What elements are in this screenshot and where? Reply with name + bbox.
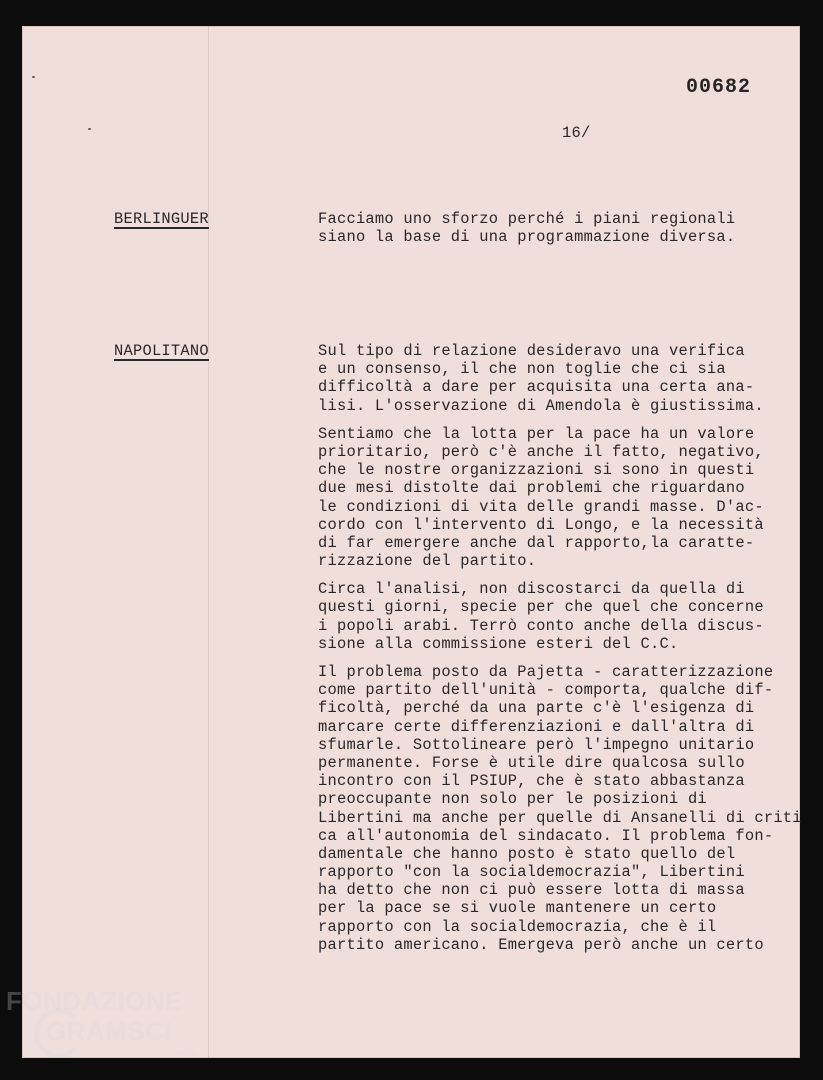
paragraph: [318, 210, 788, 246]
text-line: e un consenso, il che non toglie che ci sia: [318, 360, 726, 379]
watermark-line2: GRAMSCI: [46, 1016, 173, 1046]
text-line: i popoli arabi. Terrò conto anche della discus-: [318, 616, 764, 635]
text-line: damentale che hanno posto è stato quello del: [318, 844, 736, 863]
text-line: ha detto che non ci può essere lotta di massa: [318, 881, 745, 900]
text-line: preoccupante non solo per le posizioni di: [318, 790, 707, 809]
paper-fold-line: [208, 26, 209, 1058]
paragraph: [318, 342, 788, 415]
speaker-napolitano: NAPOLITANO: [114, 342, 209, 360]
page-number: 16/: [562, 124, 591, 142]
watermark-line3: onlus: [176, 1048, 198, 1058]
text-line: ca all'autonomia del sindacato. Il problema fon-: [318, 826, 774, 845]
text-line: Libertini ma anche per quelle di Ansanelli di criti: [318, 808, 802, 827]
archive-code: 00682: [686, 76, 752, 99]
text-line: Sentiamo che la lotta per la pace ha un valore: [318, 424, 755, 443]
text-line: difficoltà a dare per acquisita una certa ana-: [318, 378, 755, 397]
watermark-line1: FONDAZIONE: [6, 986, 183, 1016]
text-line: marcare certe differenziazioni e dall'altra di: [318, 717, 755, 736]
text-line: siano la base di una programmazione diversa.: [318, 228, 736, 247]
text-line: sfumarle. Sottolineare però l'impegno unitario: [318, 735, 755, 754]
text-line: sione alla commissione esteri del C.C.: [318, 634, 679, 653]
speaker-berlinguer: BERLINGUER: [114, 210, 209, 228]
text-line: Sul tipo di relazione desideravo una verifica: [318, 342, 745, 360]
text-line: partito americano. Emergeva però anche un certo: [318, 935, 764, 954]
text-line: due mesi distolte dai problemi che riguardano: [318, 479, 745, 498]
paper-speck: [32, 76, 35, 78]
fondazione-gramsci-watermark: [6, 986, 206, 1076]
paper-speck: [88, 128, 91, 130]
text-line: come partito dell'unità - comporta, qualche dif-: [318, 681, 774, 700]
text-line: permanente. Forse è utile dire qualcosa sullo: [318, 753, 745, 772]
text-line: questi giorni, specie per che quel che concerne: [318, 598, 764, 617]
paragraph: [318, 663, 802, 954]
speech-berlinguer: [318, 210, 788, 256]
text-line: lisi. L'osservazione di Amendola è giustissima.: [318, 396, 764, 415]
text-line: prioritario, però c'è anche il fatto, negativo,: [318, 442, 764, 461]
text-line: le condizioni di vita delle grandi masse. D'ac-: [318, 497, 764, 516]
text-line: per la pace se si vuole mantenere un certo: [318, 899, 717, 918]
text-line: rapporto "con la socialdemocrazia", Libertini: [318, 863, 745, 882]
text-line: di far emergere anche dal rapporto,la caratte-: [318, 533, 755, 552]
speech-napolitano: [318, 342, 802, 964]
text-line: incontro con il PSIUP, che è stato abbastanza: [318, 772, 745, 791]
paragraph: [318, 580, 788, 653]
document-page: [22, 26, 800, 1058]
text-line: cordo con l'intervento di Longo, e la necessità: [318, 515, 764, 534]
text-line: rapporto con la socialdemocrazia, che è il: [318, 917, 717, 936]
text-line: Il problema posto da Pajetta - caratterizzazione: [318, 663, 774, 681]
text-line: che le nostre organizzazioni si sono in questi: [318, 461, 755, 480]
text-line: Circa l'analisi, non discostarci da quella di: [318, 580, 745, 599]
text-line: ficoltà, perché da una parte c'è l'esigenza di: [318, 699, 755, 718]
paragraph: [318, 425, 788, 571]
text-line: rizzazione del partito.: [318, 552, 537, 571]
text-line: Facciamo uno sforzo perché i piani regionali: [318, 210, 736, 228]
